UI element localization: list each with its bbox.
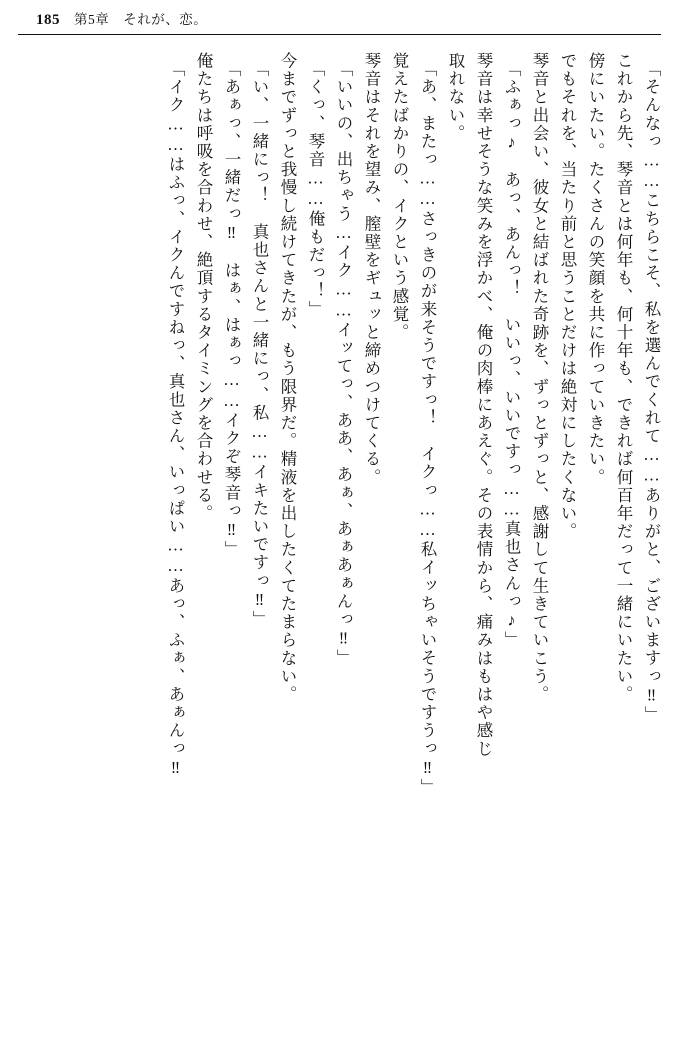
text-line: これから先、琴音とは何年も、何十年も、できれば何百年だって一緒にいたい。 — [614, 52, 633, 704]
text-line: 「イク……はふっ、イクんですねっ、真也さん、いっぱい……あっ、ふぁ、あぁんっ‼ — [166, 60, 185, 779]
chapter-label: 第5章 — [74, 12, 110, 27]
text-line: 「そんなっ……こちらこそ、私を選んでくれて……ありがと、ございますっ‼」 — [642, 60, 661, 725]
text-line: 俺たちは呼吸を合わせ、絶頂するタイミングを合わせる。 — [194, 52, 213, 523]
text-line: 「あ、またっ……さっきのが来そうですっ！ イクっ……私イッちゃいそうですうっ‼」 — [418, 60, 437, 797]
text-line: 琴音は幸せそうな笑みを浮かべ、俺の肉棒にあえぐ。その表情から、痛みはもはや感じ — [474, 52, 493, 758]
vertical-text-body — [20, 52, 659, 1032]
page-number: 185 — [36, 12, 60, 28]
text-line: 「いいの、出ちゃう…イク……イッてっ、ああ、あぁ、あぁあぁんっ‼」 — [334, 60, 353, 668]
text-line: 琴音と出会い、彼女と結ばれた奇跡を、ずっとずっと、感謝して生きていこう。 — [530, 52, 549, 704]
text-line: でもそれを、当たり前と思うことだけは絶対にしたくない。 — [558, 52, 577, 541]
text-line: 覚えたばかりの、イクという感覚。 — [390, 52, 409, 342]
text-line: 「ふぁっ♪ あっ、あんっ！ いいっ、いいですっ……真也さんっ♪」 — [502, 60, 521, 650]
text-line: 傍にいたい。たくさんの笑顔を共に作っていきたい。 — [586, 52, 605, 487]
text-line: 「あぁっ、一緒だっ‼ はぁ、はぁっ……イクぞ琴音っ‼」 — [222, 60, 241, 559]
page-header — [36, 8, 643, 30]
chapter-title: それが、恋。 — [123, 12, 208, 27]
text-line: 琴音はそれを望み、膣壁をギュッと締めつけてくる。 — [362, 52, 381, 487]
text-line: 「い、一緒にっ！ 真也さんと一緒にっ、私……イキたいですっ‼」 — [250, 60, 269, 629]
text-line: 今までずっと我慢し続けてきたが、もう限界だ。精液を出したくてたまらない。 — [278, 52, 297, 704]
header-divider — [18, 34, 661, 35]
text-line: 取れない。 — [446, 52, 465, 143]
text-line: 「くっ、琴音……俺もだっ！」 — [306, 60, 325, 319]
